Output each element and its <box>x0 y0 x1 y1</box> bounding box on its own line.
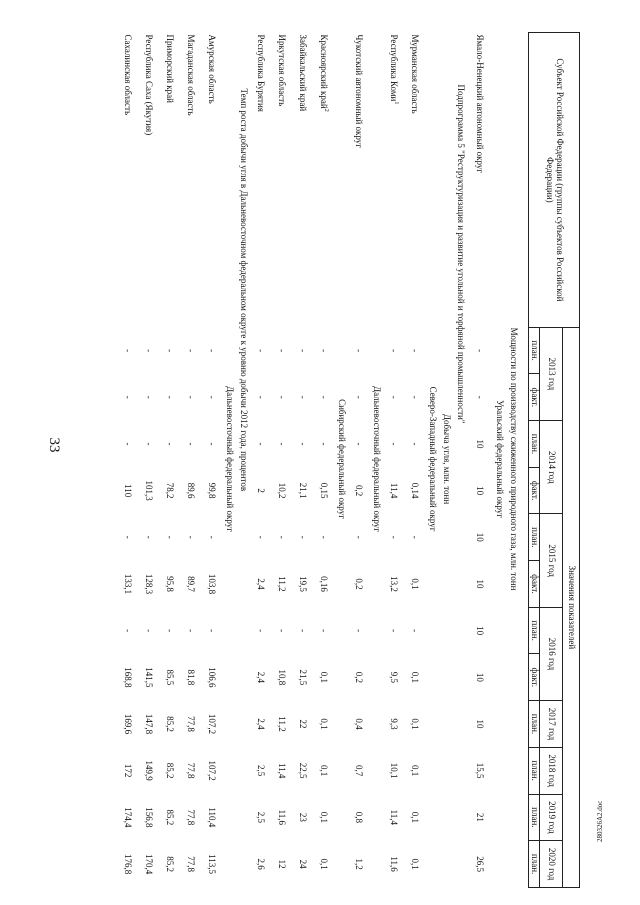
plan-subheader: план. <box>529 607 540 654</box>
table-header <box>529 33 580 888</box>
value-cell: 10,2 <box>277 482 288 499</box>
year-header: 2015 год <box>540 514 563 607</box>
subject-name: Красноярский край$^2$ <box>318 34 329 112</box>
value-cell: 11,6 <box>277 809 288 826</box>
value-cell: 89,7 <box>186 576 197 592</box>
value-cell: 0,1 <box>319 811 330 823</box>
section-title-text: Сибирский федеральный округ <box>336 399 347 519</box>
subject-name: Республика Бурятия <box>256 34 267 112</box>
value-cell: 10 <box>475 532 486 542</box>
value-cell: 22 <box>298 719 309 729</box>
value-cell: - <box>186 629 197 633</box>
value-cell: 110 <box>123 484 134 498</box>
year-header: 2016 год <box>540 607 563 700</box>
value-cell: - <box>144 395 155 399</box>
table-row <box>348 33 369 888</box>
value-cell: 0,1 <box>319 671 330 683</box>
section-title-text: Темп роста добычи угля в Дальневосточном федеральном округе к уровню добычи 2012 года, процентов <box>238 88 249 492</box>
value-cell: - <box>256 395 267 399</box>
value-cell: - <box>410 629 421 633</box>
value-cell: - <box>475 395 486 399</box>
value-cell: - <box>123 395 134 399</box>
value-cell: - <box>319 535 330 539</box>
value-cell: - <box>354 629 365 633</box>
value-cell: - <box>389 395 400 399</box>
value-cell: - <box>165 535 176 539</box>
value-cell: 0,1 <box>410 718 421 730</box>
footnote-marker: 1 <box>392 101 399 105</box>
value-cell: - <box>277 629 288 633</box>
subject-name: Приморский край <box>165 34 176 103</box>
value-cell: 176,8 <box>123 853 134 875</box>
value-cell: - <box>354 349 365 353</box>
table-row <box>117 33 138 888</box>
value-cell: - <box>144 442 155 446</box>
value-cell: 10 <box>475 579 486 589</box>
value-cell: 107,2 <box>207 713 218 735</box>
value-cell: - <box>298 395 309 399</box>
plan-subheader: план. <box>529 327 540 374</box>
value-cell: - <box>277 395 288 399</box>
plan-subheader: план. <box>529 421 540 468</box>
value-cell: - <box>256 442 267 446</box>
section-title <box>334 33 348 888</box>
value-cell: 156,8 <box>144 807 155 828</box>
value-cell: 174,4 <box>123 807 134 828</box>
section-title <box>492 33 506 888</box>
value-cell: 77,8 <box>186 762 197 779</box>
value-cell: 85,2 <box>165 856 176 872</box>
subject-name: Сахалинская область <box>123 34 134 116</box>
value-cell: 0,1 <box>410 578 421 590</box>
value-cell: 0,16 <box>319 576 330 592</box>
plan-subheader: план. <box>529 747 540 794</box>
value-cell: 22,5 <box>298 762 309 779</box>
table-row <box>180 33 201 888</box>
value-cell: 78,2 <box>165 482 176 499</box>
table-row <box>404 33 425 888</box>
value-cell: - <box>298 442 309 446</box>
value-cell: 21 <box>475 812 486 822</box>
value-cell: - <box>389 349 400 353</box>
value-cell: - <box>123 349 134 353</box>
indicators-table <box>117 32 580 888</box>
value-cell: - <box>207 535 218 539</box>
value-cell: 11,4 <box>277 762 288 779</box>
page-number: 33 <box>46 437 62 453</box>
value-cell: 11,2 <box>277 576 288 592</box>
value-cell: 0,1 <box>410 765 421 777</box>
value-cell: 128,3 <box>144 573 155 595</box>
value-cell: - <box>319 442 330 446</box>
value-cell: 10 <box>475 486 486 496</box>
value-cell: 1,2 <box>354 858 365 870</box>
value-cell: - <box>207 349 218 353</box>
value-cell: - <box>207 442 218 446</box>
value-cell: - <box>144 535 155 539</box>
table-row <box>159 33 180 888</box>
section-title-text: Северо-Западный федеральный округ <box>427 386 438 532</box>
value-cell: 0,8 <box>354 811 365 823</box>
value-cell: 149,9 <box>144 760 155 781</box>
value-cell: 0,15 <box>319 482 330 499</box>
section-title-text: Мощности по производству сжиженного природного газа, млн. тонн <box>508 327 519 591</box>
subject-name: Магаданская область <box>186 34 197 116</box>
document-footer-code: 280326А2.doc <box>596 800 604 842</box>
value-cell: - <box>354 535 365 539</box>
value-cell: 2,4 <box>256 578 267 590</box>
value-cell: 0,1 <box>410 671 421 683</box>
value-cell: 21,1 <box>298 482 309 499</box>
value-cell: 147,8 <box>144 713 155 735</box>
value-cell: 77,8 <box>186 716 197 732</box>
value-cell: - <box>256 629 267 633</box>
value-cell: 168,8 <box>123 667 134 688</box>
value-cell: 107,2 <box>207 760 218 781</box>
values-header: Значения показателей <box>563 327 580 887</box>
value-cell: - <box>410 349 421 353</box>
indicator-title <box>236 33 250 888</box>
value-cell: 0,2 <box>354 671 365 683</box>
value-cell: - <box>256 535 267 539</box>
section-title-text: Дальневосточный федеральный округ <box>371 386 382 532</box>
value-cell: 9,5 <box>389 671 400 683</box>
value-cell: 13,2 <box>389 576 400 592</box>
plan-subheader: план. <box>529 514 540 561</box>
section-title-text: Уральский федеральный округ <box>494 400 505 518</box>
value-cell: 19,5 <box>298 576 309 592</box>
value-cell: 21,5 <box>298 669 309 686</box>
year-header: 2013 год <box>540 327 563 420</box>
value-cell: 172 <box>123 763 134 778</box>
value-cell: - <box>165 442 176 446</box>
value-cell: 11,2 <box>277 716 288 732</box>
value-cell: 2 <box>256 488 267 493</box>
value-cell: 11,4 <box>389 482 400 499</box>
value-cell: 10,8 <box>277 669 288 686</box>
value-cell: - <box>165 349 176 353</box>
value-cell: 95,8 <box>165 576 176 592</box>
value-cell: 85,2 <box>165 762 176 779</box>
value-cell: 10 <box>475 719 486 729</box>
value-cell: 12 <box>277 859 288 869</box>
value-cell: 0,1 <box>410 811 421 823</box>
value-cell: - <box>123 442 134 446</box>
value-cell: - <box>354 442 365 446</box>
subject-name: Ямало-Ненецкий автономный округ <box>475 34 486 174</box>
year-header: 2018 год <box>540 747 563 794</box>
fact-subheader: факт. <box>529 654 540 701</box>
fact-subheader: факт. <box>529 374 540 421</box>
value-cell: 10 <box>475 439 486 449</box>
value-cell: 0,1 <box>319 718 330 730</box>
value-cell: 89,6 <box>186 482 197 499</box>
value-cell: 23 <box>298 812 309 822</box>
table-row <box>292 33 313 888</box>
year-header: 2019 год <box>540 794 563 841</box>
value-cell: 0,2 <box>354 485 365 497</box>
value-cell: 133,1 <box>123 573 134 595</box>
value-cell: - <box>165 395 176 399</box>
rotated-table-container <box>120 32 580 888</box>
value-cell: 85,2 <box>165 809 176 826</box>
subprogram-title <box>453 33 467 888</box>
value-cell: 0,1 <box>319 858 330 870</box>
plan-subheader: план. <box>529 794 540 841</box>
value-cell: - <box>277 349 288 353</box>
value-cell: - <box>186 442 197 446</box>
subject-name: Иркутская область <box>277 34 288 107</box>
table-row <box>138 33 159 888</box>
value-cell: 106,6 <box>207 667 218 688</box>
table-row <box>383 33 404 888</box>
value-cell: - <box>410 395 421 399</box>
value-cell: 81,8 <box>186 669 197 686</box>
subject-name: Республика Саха (Якутия) <box>144 34 155 136</box>
value-cell: 9,3 <box>389 718 400 730</box>
table-row <box>313 33 334 888</box>
value-cell: 141,5 <box>144 667 155 688</box>
value-cell: - <box>389 442 400 446</box>
plan-subheader: план. <box>529 701 540 748</box>
table-body <box>117 33 529 888</box>
value-cell: - <box>319 349 330 353</box>
value-cell: - <box>165 629 176 633</box>
year-header: 2020 год <box>540 841 563 888</box>
subject-column-header: Субъект Российской Федерации (группы субъектов Российской Федерации) <box>529 33 580 328</box>
value-cell: 10 <box>475 672 486 682</box>
value-cell: - <box>298 535 309 539</box>
value-cell: 2,5 <box>256 811 267 823</box>
value-cell: 0,1 <box>410 858 421 870</box>
subject-name: Чукотский автономный округ <box>354 34 365 148</box>
year-header: 2017 год <box>540 701 563 748</box>
section-title-text: Подпрограмма 5 "Реструктуризация и развитие угольной и торфяной промышленности" <box>455 84 466 424</box>
value-cell: - <box>319 395 330 399</box>
value-cell: 0,2 <box>354 578 365 590</box>
section-title-text: Добыча угля, млн. тонн <box>441 413 452 505</box>
value-cell: - <box>354 395 365 399</box>
value-cell: - <box>123 629 134 633</box>
value-cell: - <box>410 535 421 539</box>
fact-subheader: факт. <box>529 467 540 514</box>
year-header: 2014 год <box>540 421 563 514</box>
value-cell: - <box>186 395 197 399</box>
value-cell: - <box>207 629 218 633</box>
value-cell: 0,4 <box>354 718 365 730</box>
value-cell: - <box>277 442 288 446</box>
subject-name: Забайкальский край <box>298 34 309 112</box>
value-cell: 0,14 <box>410 482 421 499</box>
value-cell: 170,4 <box>144 853 155 875</box>
value-cell: - <box>410 442 421 446</box>
value-cell: 169,6 <box>123 713 134 735</box>
value-cell: - <box>144 349 155 353</box>
value-cell: - <box>207 395 218 399</box>
value-cell: - <box>256 349 267 353</box>
value-cell: - <box>389 629 400 633</box>
table-row <box>250 33 271 888</box>
value-cell: 10 <box>475 626 486 636</box>
value-cell: 110,4 <box>207 807 218 828</box>
value-cell: 24 <box>298 859 309 869</box>
value-cell: 0,7 <box>354 765 365 777</box>
value-cell: - <box>144 629 155 633</box>
section-title <box>222 33 236 888</box>
value-cell: 101,3 <box>144 480 155 501</box>
footnote-marker: 2 <box>322 108 329 112</box>
value-cell: - <box>475 349 486 353</box>
plan-subheader: план. <box>529 841 540 888</box>
value-cell: 10,1 <box>389 762 400 779</box>
value-cell: 77,8 <box>186 809 197 826</box>
value-cell: 85,5 <box>165 669 176 686</box>
value-cell: - <box>298 349 309 353</box>
value-cell: - <box>186 535 197 539</box>
subject-name: Амурская область <box>207 34 218 104</box>
subject-name: Республика Коми$^1$ <box>388 34 399 105</box>
section-title-text: Дальневосточный федеральный округ <box>224 386 235 532</box>
section-title <box>439 33 453 888</box>
value-cell: - <box>298 629 309 633</box>
value-cell: 11,4 <box>389 809 400 826</box>
subject-name: Мурманская область <box>410 34 421 114</box>
value-cell: 113,5 <box>207 854 218 875</box>
value-cell: 103,8 <box>207 573 218 595</box>
value-cell: 15,5 <box>475 762 486 779</box>
section-title <box>369 33 383 888</box>
section-title <box>506 33 520 888</box>
value-cell: 77,8 <box>186 856 197 872</box>
value-cell: 11,6 <box>389 856 400 872</box>
value-cell: - <box>319 629 330 633</box>
table-row <box>201 33 222 888</box>
value-cell: 2,5 <box>256 765 267 777</box>
value-cell: 2,4 <box>256 671 267 683</box>
table-row <box>467 33 492 888</box>
value-cell: - <box>123 535 134 539</box>
value-cell: 2,6 <box>256 858 267 870</box>
value-cell: 99,8 <box>207 482 218 499</box>
value-cell: - <box>186 349 197 353</box>
value-cell: 26,5 <box>475 856 486 872</box>
value-cell: - <box>389 535 400 539</box>
section-title <box>425 33 439 888</box>
value-cell: 85,2 <box>165 716 176 732</box>
value-cell: 0,1 <box>319 765 330 777</box>
value-cell: - <box>277 535 288 539</box>
fact-subheader: факт. <box>529 561 540 608</box>
value-cell: 2,4 <box>256 718 267 730</box>
table-row <box>271 33 292 888</box>
